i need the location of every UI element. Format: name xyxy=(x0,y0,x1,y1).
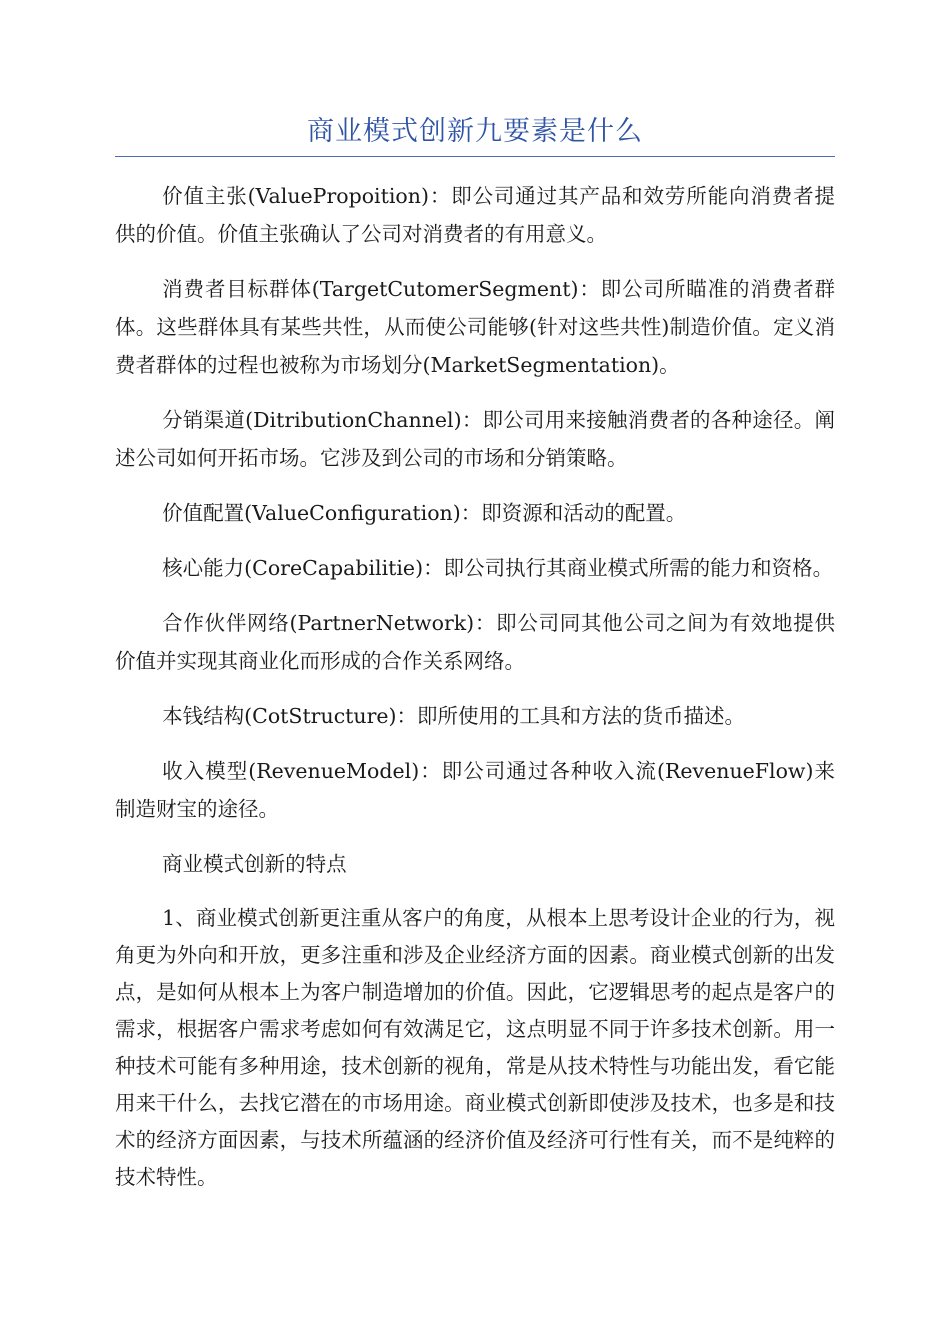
paragraph-target-customer-segment: 消费者目标群体(TargetCutomerSegment)：即公司所瞄准的消费者群体。这些群体具有某些共性，从而使公司能够(针对这些共性)制造价值。定义消费者群体的过程也被称为市场划分(MarketSegmentation)。 xyxy=(115,277,835,377)
paragraph-partner-network: 合作伙伴网络(PartnerNetwork)：即公司同其他公司之间为有效地提供价值并实现其商业化而形成的合作关系网络。 xyxy=(115,611,835,673)
section-heading-features: 商业模式创新的特点 xyxy=(162,852,347,876)
paragraph-value-configuration: 价值配置(ValueConfiguration)：即资源和活动的配置。 xyxy=(162,501,687,525)
document-page xyxy=(115,108,835,1213)
document-title: 商业模式创新九要素是什么 xyxy=(307,116,643,147)
title-underline xyxy=(115,156,835,157)
paragraph-cost-structure: 本钱结构(CotStructure)：即所使用的工具和方法的货币描述。 xyxy=(162,704,746,728)
paragraph-distribution-channel: 分销渠道(DitributionChannel)：即公司用来接触消费者的各种途径。阐述公司如何开拓市场。它涉及到公司的市场和分销策略。 xyxy=(115,408,835,470)
paragraph-revenue-model: 收入模型(RevenueModel)：即公司通过各种收入流(RevenueFlow)来制造财宝的途径。 xyxy=(115,759,835,821)
paragraph-feature-1: 1、商业模式创新更注重从客户的角度，从根本上思考设计企业的行为，视角更为外向和开放，更多注重和涉及企业经济方面的因素。商业模式创新的出发点，是如何从根本上为客户制造增加的价值。因此，它逻辑思考的起点是客户的需求，根据客户需求考虑如何有效满足它，这点明显不同于许多技术创新。用一种技术可能有多种用途，技术创新的视角，常是从技术特性与功能出发，看它能用来干什么，去找它潜在的市场用途。商业模式创新即使涉及技术，也多是和技术的经济方面因素，与技术所蕴涵的经济价值及经济可行性有关，而不是纯粹的技术特性。 xyxy=(115,906,835,1189)
paragraph-core-capabilities: 核心能力(CoreCapabilitie)：即公司执行其商业模式所需的能力和资格。 xyxy=(162,556,834,580)
paragraph-value-proposition: 价值主张(ValuePropoition)：即公司通过其产品和效劳所能向消费者提供的价值。价值主张确认了公司对消费者的有用意义。 xyxy=(115,184,835,246)
